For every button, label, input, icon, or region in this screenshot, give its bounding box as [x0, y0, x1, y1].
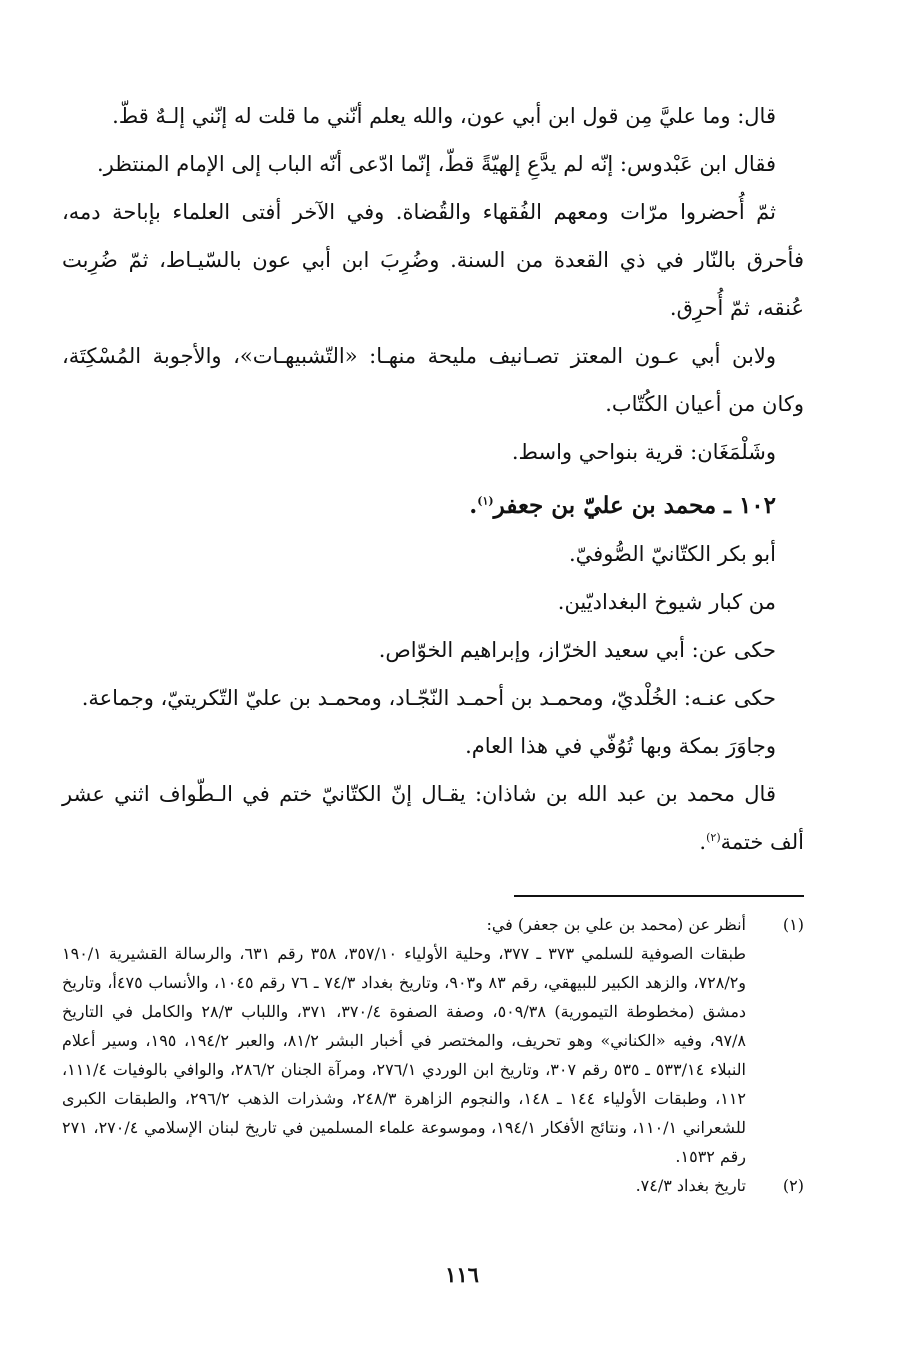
entry-line-kunya: أبو بكر الكتّانيّ الصُّوفيّ. [568, 542, 776, 566]
entry-line-rank: من كبار شيوخ البغداديّين. [557, 590, 776, 614]
footnote-1-text: طبقات الصوفية للسلمي ٣٧٣ ـ ٣٧٧، وحلية الأولياء ٣٥٧/١٠، ٣٥٨ رقم ٦٣١، والرسالة القشيرية ١٩٠/١ و٧٢٨/٢، والزهد الكبير للبيهقي، رقم ٨٣ و٩٠٣، وتاريخ بغداد ٧٤/٣ ـ ٧٦ رقم ١٠٤٥، والأنساب ٤٧٥أ، وتاريخ دمشق (مخطوطة التيمورية) ٥٠٩/٣٨، وصفة الصفوة ٣٧٠/٤، ٣٧١، واللباب ٢٨/٣ والكامل في التاريخ ٩٧/٨، وفيه «الكناني» وهو تحريف، والمختصر في أخبار البشر ٨١/٢، والعبر ١٩٤/٢، ١٩٥، وسير أعلام النبلاء ٥٣٣/١٤ ـ ٥٣٥ رقم ٣٠٧، وتاريخ ابن الوردي ٢٧٦/١، ومرآة الجنان ٢٨٦/٢، والوافي بالوفيات ١١١/٤، ١١٢، وطبقات الأولياء ١٤٤ ـ ١٤٨، والنجوم الزاهرة ٢٤٨/٣، وشذرات الذهب ٢٩٦/٢، والطبقات الكبرى للشعراني ١١٠/١، ونتائج الأفكار ١٩٤/١، وموسوعة علماء المسلمين في تاريخ لبنان الإسلامي ٢٧٠/٤، ٢٧١ رقم ١٥٣٢. [62, 944, 747, 1166]
footnote-1-number: (١) [782, 915, 804, 934]
paragraph-4: ولابن أبي عـون المعتز تصـانيف مليحة منهـا: «التّشبيهـات»، والأجوبة المُسْكِتَة، وكان من أعيان الكُتّاب. [62, 344, 804, 416]
paragraph-3: ثمّ أُحضروا مرّات ومعهم الفُقهاء والقُضاة. وفي الآخر أفتى العلماء بإباحة دمه، فأحرق بالنّار في ذي القعدة من السنة. وضُرِبَ ابن أبي عون بالسّيـاط، ثمّ ضُرِبت عُنقه، ثمّ أُحرِق. [62, 200, 804, 320]
paragraph-5: وشَلْمَغَان: قرية بنواحي واسط. [511, 440, 776, 464]
entry-title [62, 482, 804, 530]
footnote-ref-2: (٢) [706, 831, 721, 844]
footnote-2-text: تاريخ بغداد ٧٤/٣. [635, 1176, 746, 1195]
entry-quote-end: . [699, 830, 707, 854]
page-number: ١١٦ [445, 1262, 479, 1287]
footnotes [62, 910, 804, 1200]
footnote-2-number: (٢) [782, 1176, 804, 1195]
entry-title-end: . [469, 492, 478, 519]
paragraph-1: قال: وما عليَّ مِن قول ابن أبي عون، والله يعلم أنّني ما قلت له إنّني إلـهٌ قطّ. [112, 104, 776, 128]
entry-line-quote [62, 770, 804, 866]
footnote-1-intro: أنظر عن (محمد بن علي بن جعفر) في: [486, 915, 746, 934]
entry-line-narrated-from: حكى عن: أبي سعيد الخرّاز، وإبراهيم الخوّاص. [378, 638, 776, 662]
entry-line-narrated-by: حكى عنـه: الخُلْديّ، ومحمـد بن أحمـد النّجّـاد، ومحمـد بن عليّ التّكريتيّ، وجماعة. [81, 686, 776, 710]
footnote-divider [514, 895, 804, 897]
footnote-ref-1: (١) [477, 494, 494, 508]
entry-title-text: ١٠٢ ـ محمد بن عليّ بن جعفر [493, 492, 776, 519]
footnote-2 [62, 1171, 804, 1200]
entry-line-death: وجاوَرَ بمكة وبها تُوُفّي في هذا العام. [465, 734, 776, 758]
main-text [62, 92, 804, 866]
footnote-1 [62, 910, 804, 1171]
entry-quote-text: قال محمد بن عبد الله بن شاذان: يقـال إنّ الكتّانيّ ختم في الـطّواف اثني عشر ألف ختمة [62, 782, 804, 854]
paragraph-2: فقال ابن عَبْدوس: إنّه لم يدَّعِ إلهيّةً قطّ، إنّما ادّعى أنّه الباب إلى الإمام المنتظر. [97, 152, 776, 176]
